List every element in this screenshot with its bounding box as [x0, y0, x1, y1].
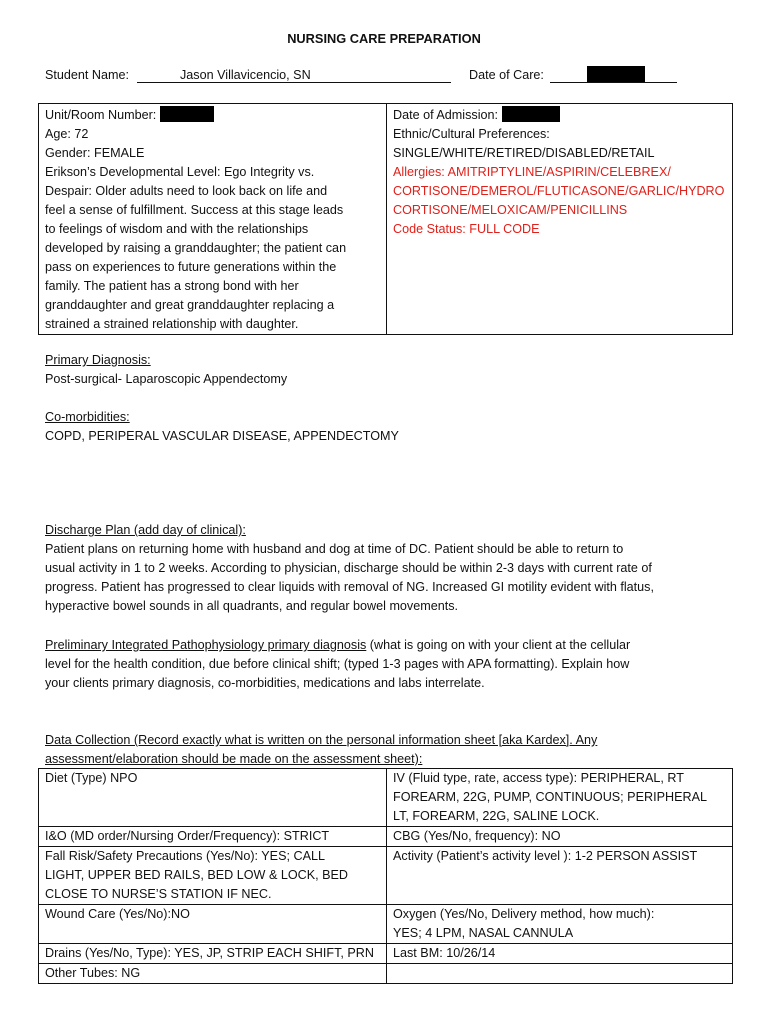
data-collection-heading-line: assessment/elaboration should be made on the assessment sheet):: [45, 752, 423, 766]
cell-text: LIGHT, UPPER BED RAILS, BED LOW & LOCK, BED: [45, 868, 349, 882]
pathophysiology-section: [45, 636, 730, 693]
cell-text: Activity (Patient’s activity level ): 1-2 PERSON ASSIST: [393, 849, 698, 863]
erikson-line: feel a sense of fulfillment. Success at this stage leads: [45, 203, 344, 217]
admission-label: Date of Admission:: [393, 108, 498, 122]
pathophysiology-line: your clients primary diagnosis, co-morbidities, medications and labs interrelate.: [45, 676, 485, 690]
ethnic-value: SINGLE/WHITE/RETIRED/DISABLED/RETAIL: [393, 146, 655, 160]
allergies-line: Allergies: AMITRIPTYLINE/ASPIRIN/CELEBREX/: [393, 165, 671, 179]
discharge-plan-section: [45, 521, 730, 616]
admission-line: [393, 106, 728, 125]
redaction-bar: [587, 66, 645, 82]
table-cell: [39, 769, 387, 827]
erikson-line: to feelings of wisdom and with the relationships: [45, 222, 309, 236]
discharge-plan-line: progress. Patient has progressed to clear liquids with removal of NG. Increased GI motility evident with flatus,: [45, 580, 654, 594]
erikson-line: granddaughter and great granddaughter replacing a: [45, 298, 335, 312]
cell-text: FOREARM, 22G, PUMP, CONTINUOUS; PERIPHERAL: [393, 790, 707, 804]
cell-text: I&O (MD order/Nursing Order/Frequency): STRICT: [45, 829, 330, 843]
ethnic-label: Ethnic/Cultural Preferences:: [393, 127, 550, 141]
primary-diagnosis-text: Post-surgical- Laparoscopic Appendectomy: [45, 372, 288, 386]
page-title: NURSING CARE PREPARATION: [287, 31, 481, 46]
table-cell: [387, 905, 733, 944]
primary-diagnosis-section: [45, 351, 730, 389]
comorbidities-heading: Co-morbidities:: [45, 410, 130, 424]
table-row: [39, 944, 733, 964]
table-row: [39, 964, 733, 984]
erikson-line: Despair: Older adults need to look back on life and: [45, 184, 328, 198]
table-cell: [39, 847, 387, 905]
data-collection-table: [38, 768, 733, 984]
cell-text: Drains (Yes/No, Type): YES, JP, STRIP EACH SHIFT, PRN: [45, 946, 374, 960]
cell-text: Other Tubes: NG: [45, 966, 141, 980]
comorbidities-section: [45, 408, 730, 446]
table-row: [39, 827, 733, 847]
data-collection-heading-line: Data Collection (Record exactly what is written on the personal information sheet [aka Kardex]. Any: [45, 733, 598, 747]
cell-text: IV (Fluid type, rate, access type): PERIPHERAL, RT: [393, 771, 684, 785]
table-cell: [387, 964, 733, 984]
unit-room-line: [45, 106, 382, 125]
cell-text: CBG (Yes/No, frequency): NO: [393, 829, 561, 843]
age-line: Age: 72: [45, 127, 89, 141]
student-info-row: [45, 66, 725, 86]
erikson-line: developed by raising a granddaughter; the patient can: [45, 241, 347, 255]
unit-room-label: Unit/Room Number:: [45, 108, 157, 122]
discharge-plan-heading: Discharge Plan (add day of clinical):: [45, 523, 246, 537]
discharge-plan-line: usual activity in 1 to 2 weeks. According to physician, discharge should be within 2-3 days with current rate of: [45, 561, 652, 575]
cell-text: YES; 4 LPM, NASAL CANNULA: [393, 926, 574, 940]
table-cell: [39, 827, 387, 847]
cell-text: Wound Care (Yes/No):NO: [45, 907, 190, 921]
cell-text: Last BM: 10/26/14: [393, 946, 496, 960]
redaction-bar: [160, 106, 214, 122]
date-of-care-label: Date of Care:: [469, 68, 544, 82]
pathophysiology-heading: Preliminary Integrated Pathophysiology primary diagnosis: [45, 638, 367, 652]
table-cell: [39, 944, 387, 964]
table-cell: [387, 769, 733, 827]
code-status: Code Status: FULL CODE: [393, 222, 540, 236]
student-name-value: Jason Villavicencio, SN: [180, 68, 311, 82]
cell-text: LT, FOREARM, 22G, SALINE LOCK.: [393, 809, 600, 823]
patient-info-right-cell: [387, 104, 733, 335]
discharge-plan-line: hyperactive bowel sounds in all quadrants, and regular bowel movements.: [45, 599, 459, 613]
erikson-line: strained a strained relationship with daughter.: [45, 317, 299, 331]
allergies-line: CORTISONE/DEMEROL/FLUTICASONE/GARLIC/HYDRO: [393, 184, 725, 198]
erikson-line: pass on experiences to future generations within the: [45, 260, 337, 274]
redaction-bar: [502, 106, 560, 122]
table-row: [39, 769, 733, 827]
table-cell: [387, 847, 733, 905]
table-cell: [387, 827, 733, 847]
cell-text: Oxygen (Yes/No, Delivery method, how much):: [393, 907, 655, 921]
gender-line: Gender: FEMALE: [45, 146, 145, 160]
table-row: [39, 905, 733, 944]
cell-text: Diet (Type) NPO: [45, 771, 138, 785]
pathophysiology-first-line: [45, 636, 730, 655]
primary-diagnosis-heading: Primary Diagnosis:: [45, 353, 151, 367]
table-row: [39, 847, 733, 905]
data-collection-heading: [45, 731, 730, 769]
table-cell: [387, 944, 733, 964]
cell-text: CLOSE TO NURSE’S STATION IF NEC.: [45, 887, 272, 901]
erikson-line: family. The patient has a strong bond with her: [45, 279, 299, 293]
comorbidities-text: COPD, PERIPERAL VASCULAR DISEASE, APPENDECTOMY: [45, 429, 399, 443]
student-name-label: Student Name:: [45, 68, 130, 82]
patient-info-table: [38, 103, 733, 335]
cell-text: Fall Risk/Safety Precautions (Yes/No): YES; CALL: [45, 849, 325, 863]
discharge-plan-line: Patient plans on returning home with husband and dog at time of DC. Patient should be able to return to: [45, 542, 624, 556]
pathophysiology-line-rest: (what is going on with your client at the cellular: [366, 638, 631, 652]
table-cell: [39, 964, 387, 984]
table-cell: [39, 905, 387, 944]
patient-info-left-cell: [39, 104, 387, 335]
erikson-line: Erikson’s Developmental Level: Ego Integrity vs.: [45, 165, 315, 179]
pathophysiology-line: level for the health condition, due before clinical shift; (typed 1-3 pages with APA formatting). Explain how: [45, 657, 630, 671]
allergies-line: CORTISONE/MELOXICAM/PENICILLINS: [393, 203, 628, 217]
